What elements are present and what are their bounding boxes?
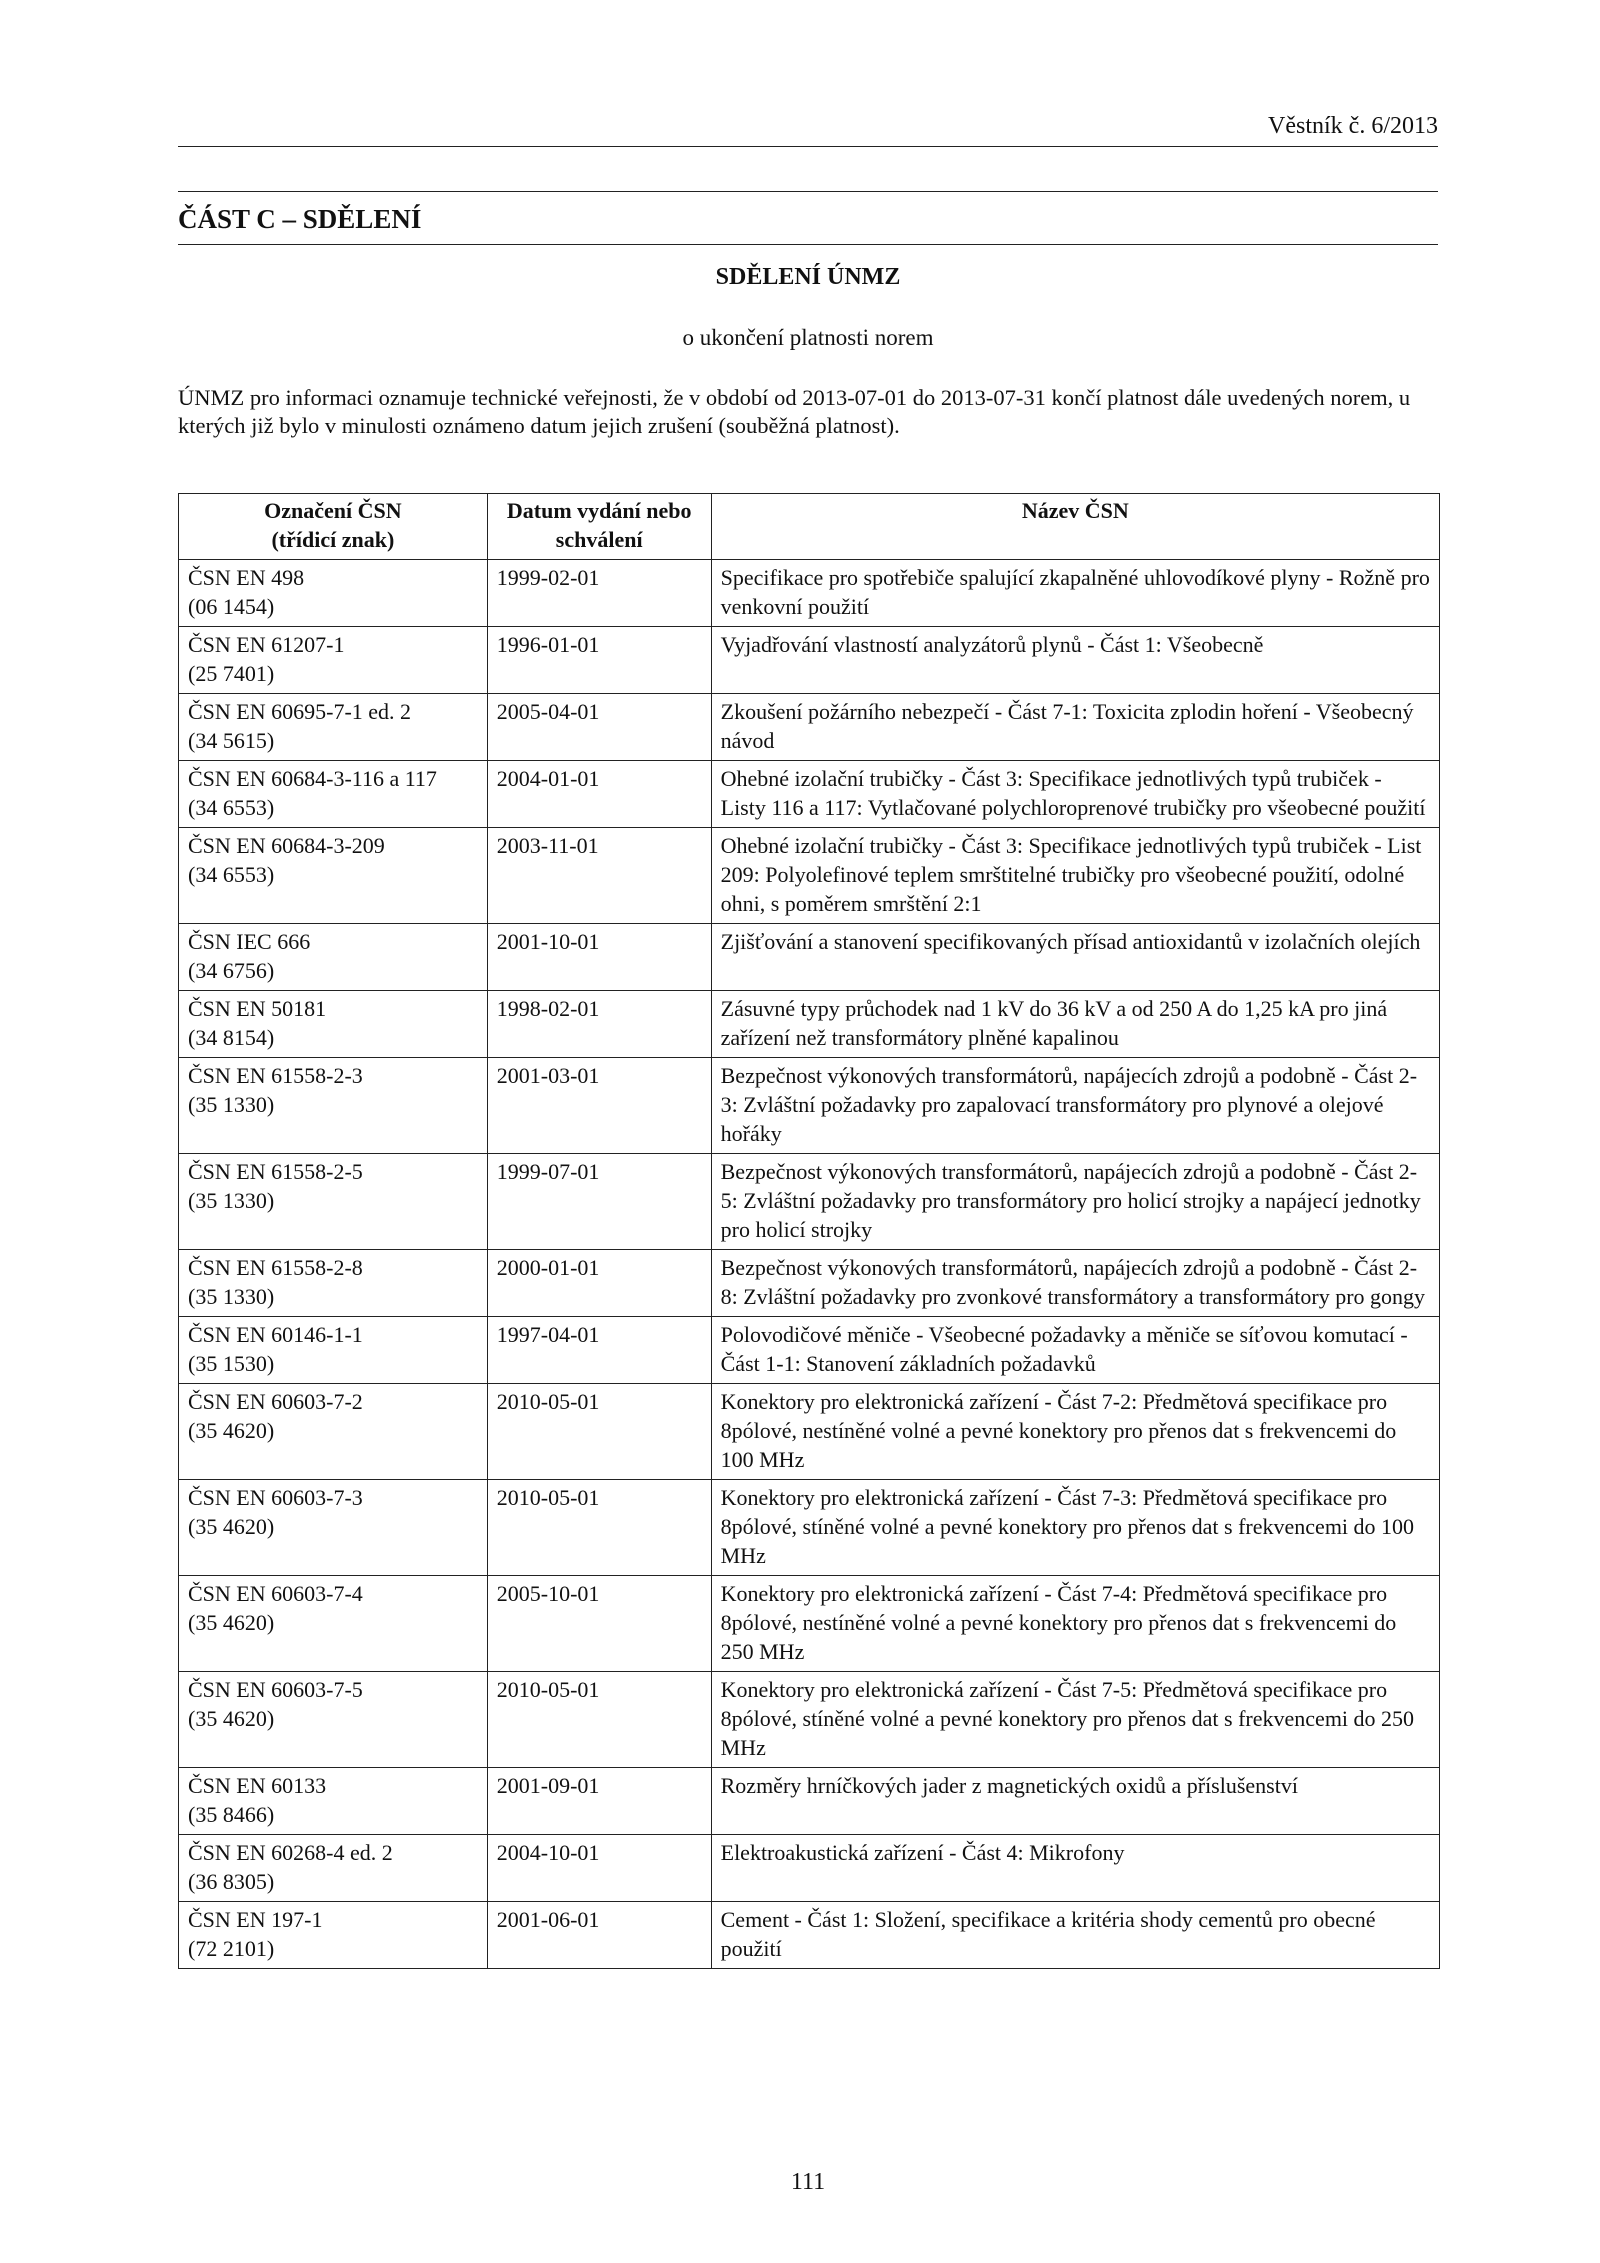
cell-designation bbox=[179, 761, 488, 828]
header-title bbox=[711, 494, 1439, 560]
cell-date: 1998-02-01 bbox=[487, 991, 711, 1058]
cell-title: Konektory pro elektronická zařízení - Část 7-3: Předmětová specifikace pro 8pólové, stíněné volné a pevné konektory pro přenos dat s frekvencemi do 100 MHz bbox=[711, 1480, 1439, 1576]
table-body bbox=[179, 560, 1440, 1969]
cell-designation bbox=[179, 991, 488, 1058]
norm-code: ČSN IEC 666 bbox=[188, 929, 311, 954]
norm-code: ČSN EN 60603-7-5 bbox=[188, 1677, 363, 1702]
norm-sort-code: (34 6553) bbox=[188, 795, 275, 820]
norm-code: ČSN EN 60684-3-116 a 117 bbox=[188, 766, 437, 791]
norm-sort-code: (35 8466) bbox=[188, 1802, 275, 1827]
cell-designation bbox=[179, 1835, 488, 1902]
cell-date: 2005-04-01 bbox=[487, 694, 711, 761]
cell-date: 2000-01-01 bbox=[487, 1250, 711, 1317]
cell-title: Konektory pro elektronická zařízení - Část 7-2: Předmětová specifikace pro 8pólové, nestíněné volné a pevné konektory pro přenos dat s frekvencemi do 100 MHz bbox=[711, 1384, 1439, 1480]
table-row bbox=[179, 1154, 1440, 1250]
norm-code: ČSN EN 61558-2-5 bbox=[188, 1159, 363, 1184]
cell-title: Specifikace pro spotřebiče spalující zkapalněné uhlovodíkové plyny - Rožně pro venkovní použití bbox=[711, 560, 1439, 627]
cell-date: 1996-01-01 bbox=[487, 627, 711, 694]
cell-date: 2010-05-01 bbox=[487, 1672, 711, 1768]
cell-date: 2003-11-01 bbox=[487, 828, 711, 924]
norm-sort-code: (34 6553) bbox=[188, 862, 275, 887]
norm-code: ČSN EN 60268-4 ed. 2 bbox=[188, 1840, 393, 1865]
notice-subtitle: o ukončení platnosti norem bbox=[682, 325, 934, 350]
cell-title: Polovodičové měniče - Všeobecné požadavky a měniče se síťovou komutací - Část 1-1: Stanovení základních požadavků bbox=[711, 1317, 1439, 1384]
table-row bbox=[179, 1058, 1440, 1154]
norms-table bbox=[178, 493, 1440, 1969]
cell-date: 1999-02-01 bbox=[487, 560, 711, 627]
cell-date: 2005-10-01 bbox=[487, 1576, 711, 1672]
cell-title: Bezpečnost výkonových transformátorů, napájecích zdrojů a podobně - Část 2-8: Zvláštní požadavky pro zvonkové transformátory a transformátory pro gongy bbox=[711, 1250, 1439, 1317]
table-row bbox=[179, 1576, 1440, 1672]
cell-date: 2001-10-01 bbox=[487, 924, 711, 991]
table-row bbox=[179, 1317, 1440, 1384]
norm-sort-code: (34 5615) bbox=[188, 728, 275, 753]
cell-date: 2010-05-01 bbox=[487, 1384, 711, 1480]
cell-designation bbox=[179, 1480, 488, 1576]
table-row bbox=[179, 991, 1440, 1058]
norm-code: ČSN EN 60146-1-1 bbox=[188, 1322, 363, 1347]
notice-title: SDĚLENÍ ÚNMZ bbox=[715, 264, 901, 290]
cell-title: Konektory pro elektronická zařízení - Část 7-4: Předmětová specifikace pro 8pólové, nestíněné volné a pevné konektory pro přenos dat s frekvencemi do 250 MHz bbox=[711, 1576, 1439, 1672]
norm-code: ČSN EN 197-1 bbox=[188, 1907, 323, 1932]
norm-code: ČSN EN 498 bbox=[188, 565, 305, 590]
cell-designation bbox=[179, 560, 488, 627]
cell-title: Bezpečnost výkonových transformátorů, napájecích zdrojů a podobně - Část 2-5: Zvláštní požadavky pro transformátory pro holicí strojky a napájecí jednotky pro holicí strojky bbox=[711, 1154, 1439, 1250]
cell-date: 2004-01-01 bbox=[487, 761, 711, 828]
norm-sort-code: (35 1330) bbox=[188, 1284, 275, 1309]
cell-date: 2001-03-01 bbox=[487, 1058, 711, 1154]
cell-designation bbox=[179, 1250, 488, 1317]
table-row bbox=[179, 924, 1440, 991]
table-row bbox=[179, 627, 1440, 694]
norm-sort-code: (35 1330) bbox=[188, 1188, 275, 1213]
table-row bbox=[179, 1835, 1440, 1902]
cell-designation bbox=[179, 1384, 488, 1480]
table-row bbox=[179, 1250, 1440, 1317]
norm-sort-code: (06 1454) bbox=[188, 594, 275, 619]
page-number: 111 bbox=[790, 2169, 826, 2195]
cell-title: Zkoušení požárního nebezpečí - Část 7-1: Toxicita zplodin hoření - Všeobecný návod bbox=[711, 694, 1439, 761]
header-date-line1: Datum vydání nebo bbox=[506, 498, 692, 523]
norm-code: ČSN EN 60133 bbox=[188, 1773, 327, 1798]
norm-sort-code: (35 1330) bbox=[188, 1092, 275, 1117]
cell-title: Cement - Část 1: Složení, specifikace a kritéria shody cementů pro obecné použití bbox=[711, 1902, 1439, 1969]
norm-code: ČSN EN 60684-3-209 bbox=[188, 833, 385, 858]
cell-date: 2004-10-01 bbox=[487, 1835, 711, 1902]
cell-date: 2001-06-01 bbox=[487, 1902, 711, 1969]
norm-sort-code: (35 4620) bbox=[188, 1610, 275, 1635]
cell-date: 1997-04-01 bbox=[487, 1317, 711, 1384]
table-row bbox=[179, 1384, 1440, 1480]
cell-designation bbox=[179, 1058, 488, 1154]
norm-sort-code: (25 7401) bbox=[188, 661, 275, 686]
header-designation-line2: (třídicí znak) bbox=[271, 527, 395, 552]
norm-code: ČSN EN 61558-2-8 bbox=[188, 1255, 363, 1280]
header-designation-line1: Označení ČSN bbox=[264, 498, 402, 523]
header-title-label: Název ČSN bbox=[1021, 498, 1129, 523]
cell-title: Ohebné izolační trubičky - Část 3: Specifikace jednotlivých typů trubiček - Listy 116 a 117: Vytlačované polychloroprenové trubičky pro všeobecné použití bbox=[711, 761, 1439, 828]
table-row bbox=[179, 828, 1440, 924]
cell-date: 2010-05-01 bbox=[487, 1480, 711, 1576]
cell-designation bbox=[179, 694, 488, 761]
norm-sort-code: (35 4620) bbox=[188, 1514, 275, 1539]
norm-code: ČSN EN 60603-7-4 bbox=[188, 1581, 363, 1606]
header-date bbox=[487, 494, 711, 560]
cell-designation bbox=[179, 627, 488, 694]
header-date-line2: schválení bbox=[555, 527, 643, 552]
page-header bbox=[178, 112, 1438, 147]
cell-date: 1999-07-01 bbox=[487, 1154, 711, 1250]
norm-sort-code: (72 2101) bbox=[188, 1936, 275, 1961]
table-row bbox=[179, 1768, 1440, 1835]
cell-title: Konektory pro elektronická zařízení - Část 7-5: Předmětová specifikace pro 8pólové, stíněné volné a pevné konektory pro přenos dat s frekvencemi do 250 MHz bbox=[711, 1672, 1439, 1768]
cell-designation bbox=[179, 1317, 488, 1384]
cell-designation bbox=[179, 1576, 488, 1672]
cell-designation bbox=[179, 828, 488, 924]
norm-sort-code: (34 6756) bbox=[188, 958, 275, 983]
table-row bbox=[179, 1480, 1440, 1576]
norm-sort-code: (35 4620) bbox=[188, 1706, 275, 1731]
table-header-row bbox=[179, 494, 1440, 560]
norm-code: ČSN EN 60695-7-1 ed. 2 bbox=[188, 699, 412, 724]
cell-title: Zjišťování a stanovení specifikovaných přísad antioxidantů v izolačních olejích bbox=[711, 924, 1439, 991]
cell-designation bbox=[179, 1154, 488, 1250]
table-row bbox=[179, 761, 1440, 828]
norm-code: ČSN EN 61558-2-3 bbox=[188, 1063, 363, 1088]
norm-code: ČSN EN 60603-7-3 bbox=[188, 1485, 363, 1510]
cell-designation bbox=[179, 1672, 488, 1768]
bulletin-label: Věstník č. 6/2013 bbox=[1268, 113, 1438, 139]
section-title: ČÁST C – SDĚLENÍ bbox=[178, 191, 1438, 245]
table-row bbox=[179, 1902, 1440, 1969]
norm-code: ČSN EN 50181 bbox=[188, 996, 327, 1021]
cell-designation bbox=[179, 1768, 488, 1835]
cell-title: Ohebné izolační trubičky - Část 3: Specifikace jednotlivých typů trubiček - List 209: Polyolefinové teplem smrštitelné trubičky pro všeobecné použití, odolné ohni, s poměrem smrštění 2:1 bbox=[711, 828, 1439, 924]
cell-title: Bezpečnost výkonových transformátorů, napájecích zdrojů a podobně - Část 2-3: Zvláštní požadavky pro zapalovací transformátory pro plynové a olejové hořáky bbox=[711, 1058, 1439, 1154]
cell-designation bbox=[179, 924, 488, 991]
cell-title: Elektroakustická zařízení - Část 4: Mikrofony bbox=[711, 1835, 1439, 1902]
cell-date: 2001-09-01 bbox=[487, 1768, 711, 1835]
norm-sort-code: (34 8154) bbox=[188, 1025, 275, 1050]
norm-code: ČSN EN 61207-1 bbox=[188, 632, 345, 657]
table-row bbox=[179, 694, 1440, 761]
norm-code: ČSN EN 60603-7-2 bbox=[188, 1389, 363, 1414]
table-row bbox=[179, 1672, 1440, 1768]
cell-title: Zásuvné typy průchodek nad 1 kV do 36 kV a od 250 A do 1,25 kA pro jiná zařízení než transformátory plněné kapalinou bbox=[711, 991, 1439, 1058]
cell-title: Vyjadřování vlastností analyzátorů plynů - Část 1: Všeobecně bbox=[711, 627, 1439, 694]
cell-title: Rozměry hrníčkových jader z magnetických oxidů a příslušenství bbox=[711, 1768, 1439, 1835]
norm-sort-code: (36 8305) bbox=[188, 1869, 275, 1894]
cell-designation bbox=[179, 1902, 488, 1969]
header-designation bbox=[179, 494, 488, 560]
norm-sort-code: (35 4620) bbox=[188, 1418, 275, 1443]
table-row bbox=[179, 560, 1440, 627]
norm-sort-code: (35 1530) bbox=[188, 1351, 275, 1376]
intro-paragraph: ÚNMZ pro informaci oznamuje technické veřejnosti, že v období od 2013-07-01 do 2013-07-31 končí platnost dále uvedených norem, u kterých již bylo v minulosti oznámeno datum jejich zrušení (souběžná platnost). bbox=[178, 385, 1411, 438]
